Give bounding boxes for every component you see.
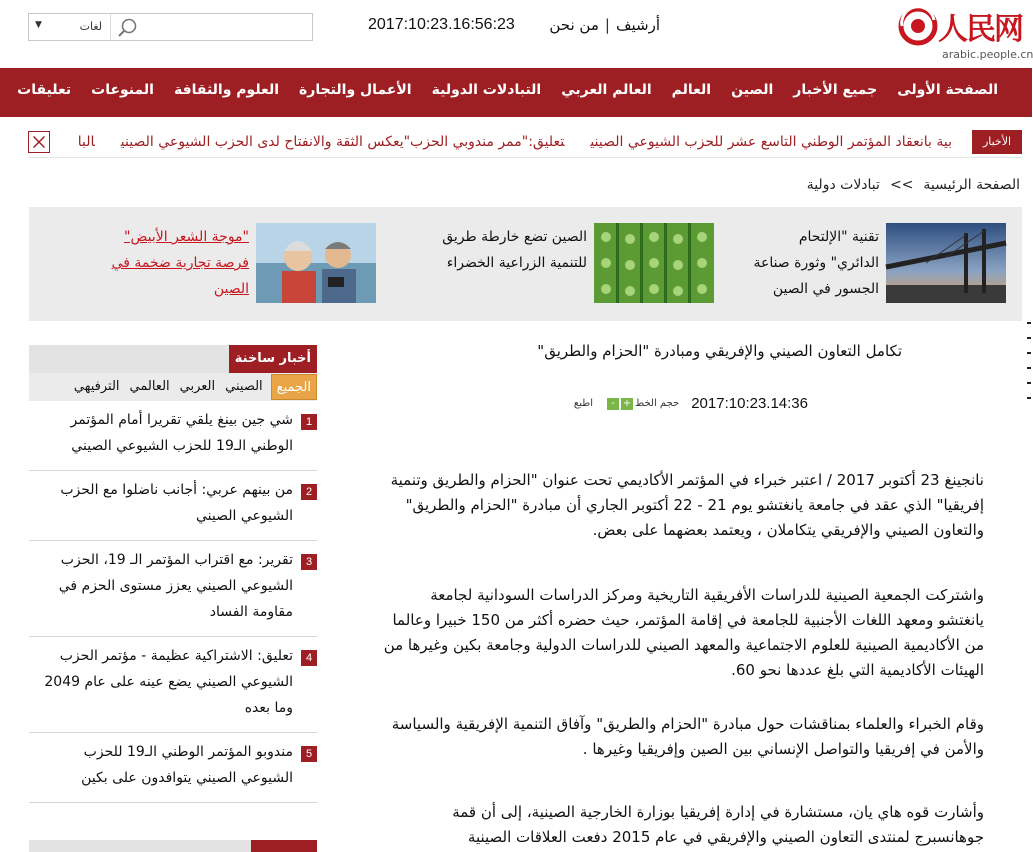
tab-arabic[interactable]: العربي [179, 379, 216, 394]
list-item-link[interactable]: تقرير: مع اقتراب المؤتمر الـ 19، الحزب الشيوعي الصيني يعزز مستوى الحزم في مقاومة الفساد [58, 552, 293, 620]
list-item-link[interactable]: من بينهم عربي: أجانب ناضلوا مع الحزب الشيوعي الصيني [60, 482, 293, 524]
ticker-label: الأخبار [972, 130, 1022, 154]
nav-item-business[interactable]: الأعمال والتجارة [299, 82, 412, 98]
nav-item-arab-world[interactable]: العالم العربي [561, 82, 652, 98]
list-item[interactable] [29, 471, 317, 541]
nav-item-china[interactable]: الصين [731, 82, 774, 98]
nav-item-international-exchanges[interactable]: التبادلات الدولية [431, 82, 542, 98]
main-nav [0, 68, 1032, 117]
site-logo[interactable] [896, 2, 1032, 68]
rank-badge: 1 [301, 414, 317, 430]
top-links [549, 16, 660, 34]
list-item[interactable] [29, 637, 317, 733]
nav-item-all-news[interactable]: جميع الأخبار [793, 82, 878, 98]
article-paragraph: واشتركت الجمعية الصينية للدراسات الأفريقية التاريخية ومركز الدراسات السودانية لجامعة يانغتشو ومعهد اللغات الأجنبية للجامعة في إقامة المؤتمر، حيث حضره أكثر من 150 خبيرا وعالما من الأكاديمية الصينية للعلوم الاجتماعية والمعهد الصيني للدراسات الدولية وجامعة بكين وغيرها من الهيئات الأكاديمية التي بلغ عددها نحو 60. [383, 586, 984, 679]
tab-all[interactable]: الجميع [271, 374, 317, 400]
close-icon[interactable] [28, 131, 50, 153]
feature-image-elderly-couple[interactable] [256, 223, 376, 303]
top-links-separator: | [604, 16, 610, 34]
article-paragraph: وأشارت قوه هاي يان، مستشارة في إدارة إفريقيا بوزارة الخارجية الصينية، إلى أن قمة جوهانسبرج لمنتدى التعاون الصيني والإفريقي في عام 2015 دفعت العلاقات الصينية [452, 803, 984, 846]
hot-news-title: أخبار ساخنة [229, 345, 317, 373]
list-item[interactable] [29, 541, 317, 637]
hot-news-list [29, 401, 317, 803]
scroll-tick [1027, 322, 1031, 324]
font-increase-button[interactable]: + [622, 397, 632, 409]
article-date: 2017:10:23.14:36 [691, 395, 808, 412]
tab-chinese[interactable]: الصيني [225, 379, 263, 394]
font-decrease-button[interactable]: - [607, 398, 619, 410]
dropdown-arrow-icon: ▼ [35, 20, 42, 30]
list-item-link[interactable]: تعليق: الاشتراكية عظيمة - مؤتمر الحزب الشيوعي الصيني يضع عينه على عام 2049 وما بعده [44, 648, 293, 716]
search-box [28, 13, 313, 41]
rank-badge: 2 [301, 484, 317, 500]
language-select[interactable] [29, 14, 111, 40]
scroll-tick [1027, 352, 1031, 354]
tab-world[interactable]: العالمي [129, 379, 170, 394]
search-icon[interactable] [117, 17, 139, 39]
logo-swirl-icon [898, 6, 938, 46]
rank-badge: 5 [301, 746, 317, 762]
news-ticker [28, 128, 1022, 158]
breadcrumb-separator: >> [889, 177, 914, 193]
feature-image-rice-field[interactable] [594, 223, 714, 303]
feature-link-white-hair[interactable]: "موجة الشعر الأبيض" فرصة تجارية ضخمة في الصين [111, 229, 249, 297]
list-item[interactable] [29, 401, 317, 471]
article-title: تكامل التعاون الصيني والإفريقي ومبادرة "الحزام والطريق" [537, 342, 902, 360]
list-item[interactable] [29, 733, 317, 803]
list-item-link[interactable]: شي جين بينغ يلقي تقريرا أمام المؤتمر الوطني الـ19 للحزب الشيوعي الصيني [70, 412, 293, 454]
hot-news-header [29, 345, 317, 373]
scroll-tick [1027, 337, 1031, 339]
feature-image-bridge[interactable] [886, 223, 1006, 303]
sidebar-next-section-header [29, 840, 317, 852]
scroll-indicator[interactable] [1024, 322, 1032, 412]
about-link[interactable]: من نحن [549, 16, 599, 34]
tab-entertainment[interactable]: الترفيهي [73, 379, 120, 394]
scroll-tick [1027, 367, 1031, 369]
feature-strip [29, 207, 1022, 321]
article-paragraph: نانجينغ 23 أكتوبر 2017 / اعتبر خبراء في المؤتمر الأكاديمي تحت عنوان "الحزام والطريق وتنمية إفريقيا" الذي عقد في جامعة يانغتشو يوم 21 - 22 أكتوبر الجاري أن مبادرة "الحزام والطريق" والتعاون الصيني والإفريقي يتكاملان ، ويعتمد بعضهما على بعض. [390, 471, 984, 539]
nav-item-world[interactable]: العالم [671, 82, 712, 98]
article-meta [574, 395, 808, 412]
top-bar [0, 0, 1032, 68]
nav-item-home[interactable]: الصفحة الأولى [897, 82, 998, 98]
nav-item-comments[interactable]: تعليقات [17, 82, 72, 98]
print-link[interactable]: اطبع [573, 398, 593, 409]
feature-link-bridge[interactable]: تقنية "الإلتحام الدائري" وثورة صناعة الجسور في الصين [753, 229, 879, 297]
logo-url: arabic.people.cn [942, 48, 1033, 61]
archive-link[interactable]: أرشيف [615, 16, 660, 34]
logo-text: 人民网 [938, 12, 1022, 47]
breadcrumb [807, 177, 1020, 193]
scroll-tick [1027, 382, 1031, 384]
article-paragraph: وقام الخبراء والعلماء بمناقشات حول مبادرة "الحزام والطريق" وآفاق التنمية الإفريقية والسياسة والأمن في إفريقيا والتواصل الإنساني بين الصين وإفريقيا وغيرها . [391, 715, 984, 758]
font-size-label: حجم الخط [634, 398, 680, 409]
hot-news-tabs [29, 373, 317, 401]
ticker-item[interactable]: البا [77, 134, 95, 150]
scroll-tick [1027, 397, 1031, 399]
rank-badge: 3 [301, 554, 317, 570]
list-item-link[interactable]: مندوبو المؤتمر الوطني الـ19 للحزب الشيوعي الصيني يتوافدون على بكين [81, 744, 293, 786]
ticker-item[interactable]: بية بانعقاد المؤتمر الوطني التاسع عشر للحزب الشيوعي الصيني [590, 134, 952, 150]
ticker-items [77, 134, 952, 150]
feature-link-agriculture[interactable]: الصين تضع خارطة طريق للتنمية الزراعية الخضراء [442, 229, 587, 271]
breadcrumb-home[interactable]: الصفحة الرئيسية [923, 177, 1020, 193]
section-header-accent [251, 840, 317, 852]
ticker-item[interactable]: تعليق:"ممر مندوبي الحزب"يعكس الثقة والانفتاح لدى الحزب الشيوعي الصيني [120, 134, 565, 150]
nav-item-science-culture[interactable]: العلوم والثقافة [173, 82, 280, 98]
header-datetime: 2017:10:23.16:56:23 [368, 16, 515, 33]
breadcrumb-current[interactable]: تبادلات دولية [806, 177, 880, 193]
rank-badge: 4 [301, 650, 317, 666]
language-select-label: لغات [79, 20, 102, 33]
nav-item-miscellaneous[interactable]: المنوعات [91, 82, 154, 98]
